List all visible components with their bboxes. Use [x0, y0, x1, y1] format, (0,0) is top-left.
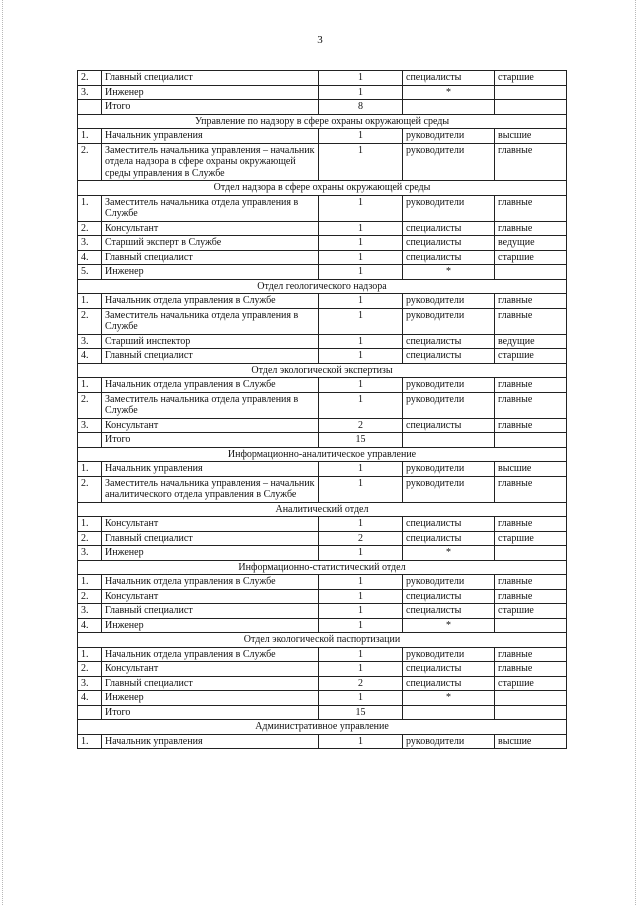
category: специалисты	[403, 517, 495, 532]
section-header-row	[78, 447, 567, 462]
section-header-row	[78, 363, 567, 378]
position-row	[78, 265, 567, 280]
position-title: Главный специалист	[102, 349, 319, 364]
staff-count: 1	[319, 618, 403, 633]
group: главные	[495, 195, 567, 221]
position-title: Итого	[102, 100, 319, 115]
staff-count: 1	[319, 734, 403, 749]
position-row	[78, 662, 567, 677]
position-title: Начальник управления	[102, 462, 319, 477]
row-number: 3.	[78, 418, 102, 433]
group: старшие	[495, 250, 567, 265]
group: высшие	[495, 734, 567, 749]
position-title: Заместитель начальника отдела управления в Службе	[102, 308, 319, 334]
position-title: Начальник управления	[102, 129, 319, 144]
row-number: 3.	[78, 604, 102, 619]
staff-count: 1	[319, 662, 403, 677]
position-row	[78, 589, 567, 604]
position-row	[78, 250, 567, 265]
row-number	[78, 100, 102, 115]
staff-count: 1	[319, 221, 403, 236]
position-title: Заместитель начальника управления – начальник отдела надзора в сфере охраны окружающей среды управления в Службе	[102, 143, 319, 181]
position-title: Заместитель начальника отдела управления в Службе	[102, 392, 319, 418]
staff-count: 1	[319, 589, 403, 604]
total-row	[78, 433, 567, 448]
group: главные	[495, 476, 567, 502]
category: руководители	[403, 575, 495, 590]
row-number	[78, 433, 102, 448]
section-header-row	[78, 181, 567, 196]
group: старшие	[495, 531, 567, 546]
position-row	[78, 517, 567, 532]
row-number: 1.	[78, 734, 102, 749]
position-row	[78, 392, 567, 418]
position-row	[78, 349, 567, 364]
position-row	[78, 71, 567, 86]
row-number: 2.	[78, 662, 102, 677]
category: руководители	[403, 294, 495, 309]
group	[495, 618, 567, 633]
row-number: 2.	[78, 531, 102, 546]
category: специалисты	[403, 418, 495, 433]
position-row	[78, 378, 567, 393]
staff-count: 1	[319, 546, 403, 561]
category	[403, 100, 495, 115]
category: специалисты	[403, 589, 495, 604]
category: специалисты	[403, 221, 495, 236]
position-title: Инженер	[102, 546, 319, 561]
position-title: Начальник отдела управления в Службе	[102, 575, 319, 590]
category: *	[403, 265, 495, 280]
position-row	[78, 462, 567, 477]
category	[403, 705, 495, 720]
group: старшие	[495, 604, 567, 619]
row-number: 2.	[78, 221, 102, 236]
row-number: 1.	[78, 294, 102, 309]
category: руководители	[403, 647, 495, 662]
group: ведущие	[495, 236, 567, 251]
staff-count: 1	[319, 691, 403, 706]
page-left-edge	[2, 0, 4, 905]
staff-count: 2	[319, 418, 403, 433]
row-number: 1.	[78, 129, 102, 144]
row-number: 2.	[78, 476, 102, 502]
position-row	[78, 546, 567, 561]
position-row	[78, 129, 567, 144]
category: руководители	[403, 462, 495, 477]
section-title: Отдел надзора в сфере охраны окружающей среды	[78, 181, 567, 196]
section-title: Отдел геологического надзора	[78, 279, 567, 294]
section-title: Информационно-аналитическое управление	[78, 447, 567, 462]
row-number	[78, 705, 102, 720]
position-title: Начальник отдела управления в Службе	[102, 294, 319, 309]
section-title: Аналитический отдел	[78, 502, 567, 517]
position-row	[78, 85, 567, 100]
row-number: 1.	[78, 378, 102, 393]
position-title: Консультант	[102, 517, 319, 532]
group: главные	[495, 662, 567, 677]
staffing-table-body	[78, 71, 567, 749]
staff-count: 8	[319, 100, 403, 115]
position-row	[78, 221, 567, 236]
staff-count: 15	[319, 705, 403, 720]
page-number: 3	[317, 34, 323, 46]
group: главные	[495, 589, 567, 604]
position-title: Инженер	[102, 265, 319, 280]
group	[495, 85, 567, 100]
row-number: 1.	[78, 647, 102, 662]
position-title: Заместитель начальника отдела управления в Службе	[102, 195, 319, 221]
staff-count: 1	[319, 195, 403, 221]
section-title: Информационно-статистический отдел	[78, 560, 567, 575]
group: главные	[495, 647, 567, 662]
category: руководители	[403, 734, 495, 749]
category: руководители	[403, 476, 495, 502]
category: *	[403, 85, 495, 100]
position-title: Начальник управления	[102, 734, 319, 749]
position-row	[78, 691, 567, 706]
row-number: 2.	[78, 143, 102, 181]
staff-count: 1	[319, 349, 403, 364]
position-title: Консультант	[102, 662, 319, 677]
category: руководители	[403, 308, 495, 334]
category	[403, 433, 495, 448]
staff-count: 1	[319, 378, 403, 393]
position-row	[78, 647, 567, 662]
group: главные	[495, 221, 567, 236]
section-header-row	[78, 633, 567, 648]
group	[495, 100, 567, 115]
category: *	[403, 691, 495, 706]
page-right-edge	[635, 0, 637, 905]
section-header-row	[78, 502, 567, 517]
row-number: 1.	[78, 195, 102, 221]
position-row	[78, 334, 567, 349]
group: главные	[495, 575, 567, 590]
category: специалисты	[403, 662, 495, 677]
staff-count: 1	[319, 476, 403, 502]
position-title: Главный специалист	[102, 71, 319, 86]
position-title: Консультант	[102, 418, 319, 433]
staff-count: 1	[319, 308, 403, 334]
group: главные	[495, 378, 567, 393]
category: специалисты	[403, 250, 495, 265]
group	[495, 265, 567, 280]
staff-count: 1	[319, 265, 403, 280]
staff-count: 1	[319, 604, 403, 619]
position-row	[78, 676, 567, 691]
section-title: Управление по надзору в сфере охраны окружающей среды	[78, 114, 567, 129]
row-number: 4.	[78, 250, 102, 265]
position-title: Главный специалист	[102, 604, 319, 619]
position-title: Итого	[102, 705, 319, 720]
category: руководители	[403, 378, 495, 393]
staff-count: 1	[319, 71, 403, 86]
category: специалисты	[403, 604, 495, 619]
staff-count: 1	[319, 129, 403, 144]
section-title: Отдел экологической экспертизы	[78, 363, 567, 378]
group: высшие	[495, 462, 567, 477]
row-number: 5.	[78, 265, 102, 280]
group	[495, 691, 567, 706]
row-number: 3.	[78, 546, 102, 561]
group: старшие	[495, 71, 567, 86]
group	[495, 705, 567, 720]
group: высшие	[495, 129, 567, 144]
position-title: Старший инспектор	[102, 334, 319, 349]
section-header-row	[78, 279, 567, 294]
group	[495, 433, 567, 448]
category: руководители	[403, 392, 495, 418]
category: специалисты	[403, 531, 495, 546]
staff-count: 1	[319, 236, 403, 251]
position-title: Старший эксперт в Службе	[102, 236, 319, 251]
staff-count: 1	[319, 575, 403, 590]
staff-count: 1	[319, 462, 403, 477]
group: главные	[495, 418, 567, 433]
staff-count: 1	[319, 294, 403, 309]
group: главные	[495, 294, 567, 309]
group	[495, 546, 567, 561]
position-row	[78, 618, 567, 633]
row-number: 3.	[78, 236, 102, 251]
section-title: Отдел экологической паспортизации	[78, 633, 567, 648]
position-title: Заместитель начальника управления – начальник аналитического отдела управления в Службе	[102, 476, 319, 502]
category: руководители	[403, 195, 495, 221]
position-title: Инженер	[102, 691, 319, 706]
staff-count: 1	[319, 517, 403, 532]
group: старшие	[495, 349, 567, 364]
staff-count: 2	[319, 676, 403, 691]
position-title: Итого	[102, 433, 319, 448]
position-row	[78, 531, 567, 546]
total-row	[78, 705, 567, 720]
row-number: 4.	[78, 349, 102, 364]
staff-count: 1	[319, 647, 403, 662]
staff-count: 1	[319, 392, 403, 418]
staff-count: 1	[319, 143, 403, 181]
group: главные	[495, 392, 567, 418]
position-title: Главный специалист	[102, 250, 319, 265]
group: старшие	[495, 676, 567, 691]
row-number: 2.	[78, 392, 102, 418]
category: *	[403, 618, 495, 633]
position-row	[78, 294, 567, 309]
category: руководители	[403, 143, 495, 181]
position-title: Начальник отдела управления в Службе	[102, 647, 319, 662]
total-row	[78, 100, 567, 115]
position-row	[78, 308, 567, 334]
position-row	[78, 575, 567, 590]
category: *	[403, 546, 495, 561]
position-row	[78, 734, 567, 749]
row-number: 2.	[78, 308, 102, 334]
position-title: Консультант	[102, 221, 319, 236]
group: главные	[495, 517, 567, 532]
row-number: 2.	[78, 71, 102, 86]
staffing-table	[77, 70, 567, 749]
section-header-row	[78, 114, 567, 129]
row-number: 4.	[78, 691, 102, 706]
position-title: Главный специалист	[102, 531, 319, 546]
staff-count: 1	[319, 334, 403, 349]
position-title: Консультант	[102, 589, 319, 604]
category: руководители	[403, 129, 495, 144]
category: специалисты	[403, 676, 495, 691]
position-row	[78, 418, 567, 433]
staff-count: 1	[319, 250, 403, 265]
section-header-row	[78, 720, 567, 735]
group: ведущие	[495, 334, 567, 349]
position-row	[78, 604, 567, 619]
position-row	[78, 236, 567, 251]
row-number: 1.	[78, 575, 102, 590]
category: специалисты	[403, 236, 495, 251]
position-row	[78, 143, 567, 181]
staff-count: 1	[319, 85, 403, 100]
row-number: 1.	[78, 517, 102, 532]
position-title: Начальник отдела управления в Службе	[102, 378, 319, 393]
staff-count: 15	[319, 433, 403, 448]
section-header-row	[78, 560, 567, 575]
staff-count: 2	[319, 531, 403, 546]
section-title: Административное управление	[78, 720, 567, 735]
position-title: Главный специалист	[102, 676, 319, 691]
row-number: 1.	[78, 462, 102, 477]
row-number: 2.	[78, 589, 102, 604]
group: главные	[495, 308, 567, 334]
group: главные	[495, 143, 567, 181]
row-number: 3.	[78, 334, 102, 349]
row-number: 4.	[78, 618, 102, 633]
category: специалисты	[403, 71, 495, 86]
row-number: 3.	[78, 85, 102, 100]
category: специалисты	[403, 334, 495, 349]
category: специалисты	[403, 349, 495, 364]
position-row	[78, 476, 567, 502]
position-title: Инженер	[102, 85, 319, 100]
position-row	[78, 195, 567, 221]
row-number: 3.	[78, 676, 102, 691]
position-title: Инженер	[102, 618, 319, 633]
